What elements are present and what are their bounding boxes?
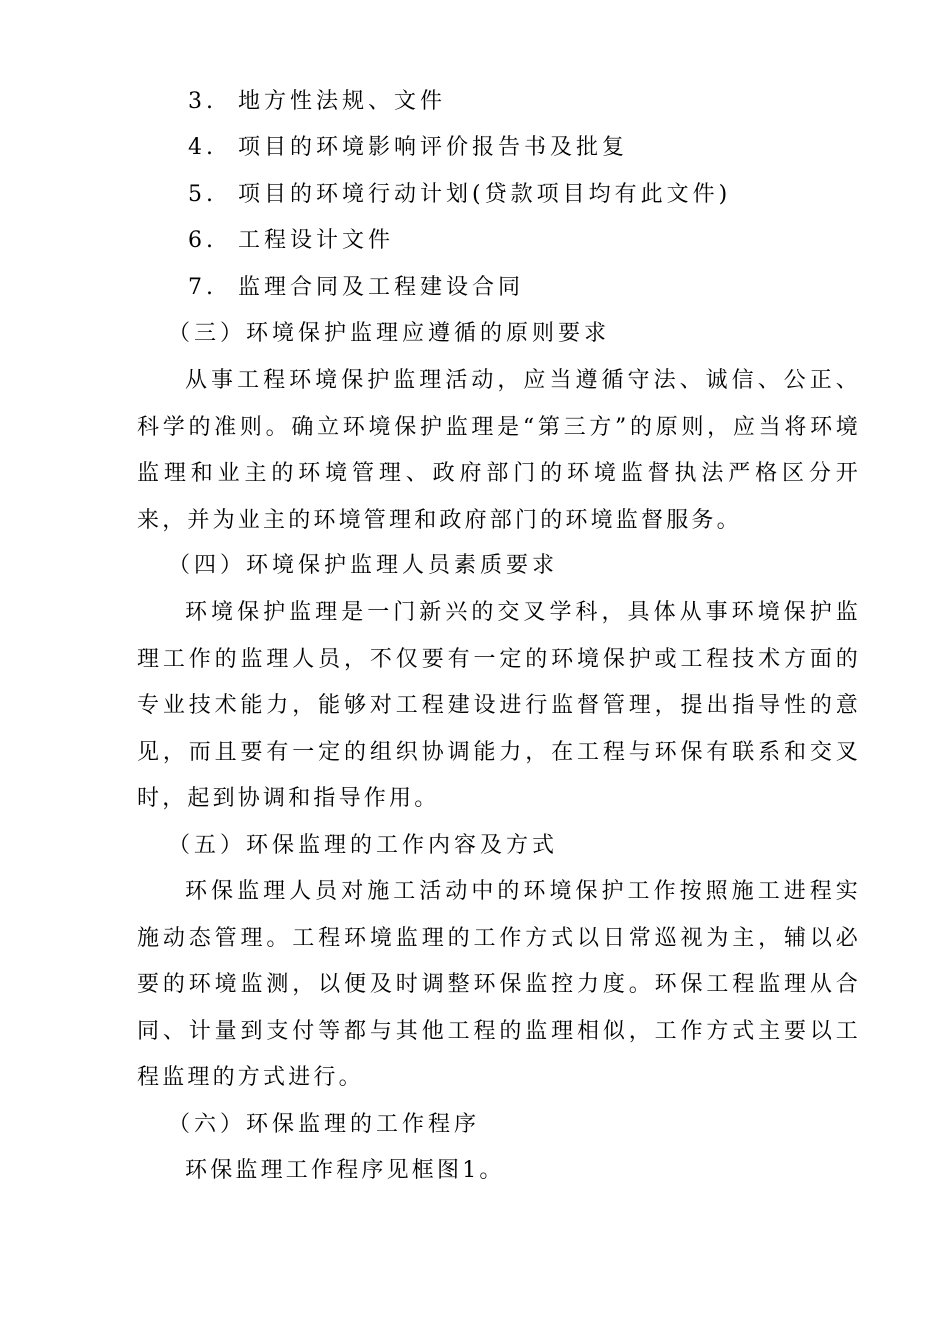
list-item-text: 项目的环境行动计划(贷款项目均有此文件)	[238, 182, 732, 207]
list-item	[188, 87, 446, 117]
section-paragraph: 从事工程环境保护监理活动，应当遵循守法、诚信、公正、科学的准则。确立环境保护监理是“第三方”的原则，应当将环境监理和业主的环境管理、政府部门的环境监督执法严格区分开来，并为业主的环境管理和政府部门的环境监督服务。	[137, 368, 861, 533]
list-item	[188, 180, 731, 210]
section-paragraph: 环保监理人员对施工活动中的环境保护工作按照施工进程实施动态管理。工程环境监理的工作方式以日常巡视为主，辅以必要的环境监测，以便及时调整环保监控力度。环保工程监理从合同、计量到支付等都与其他工程的监理相似，工作方式主要以工程监理的方式进行。	[137, 879, 861, 1090]
list-item-text: 监理合同及工程建设合同	[238, 275, 525, 300]
list-item-number: 5.	[188, 182, 217, 207]
list-item-text: 地方性法规、文件	[238, 89, 447, 114]
list-item	[188, 133, 628, 163]
section-heading: （四）环境保护监理人员素质要求	[168, 553, 559, 578]
section-paragraph: 环保监理工作程序见框图1。	[185, 1158, 505, 1183]
section-paragraph: 环境保护监理是一门新兴的交叉学科，具体从事环境保护监理工作的监理人员，不仅要有一定的环境保护或工程技术方面的专业技术能力，能够对工程建设进行监督管理，提出指导性的意见，而且要有一定的组织协调能力，在工程与环保有联系和交叉时，起到协调和指导作用。	[137, 600, 861, 811]
list-item-number: 3.	[188, 89, 217, 114]
section-heading: （三）环境保护监理应遵循的原则要求	[168, 321, 611, 346]
list-item-number: 7.	[188, 275, 217, 300]
list-item	[188, 273, 524, 303]
list-item-number: 4.	[188, 135, 217, 160]
section-heading: （六）环保监理的工作程序	[168, 1112, 481, 1137]
list-item	[188, 226, 394, 256]
list-item-number: 6.	[188, 228, 217, 253]
list-item-text: 工程设计文件	[238, 228, 395, 253]
list-item-text: 项目的环境影响评价报告书及批复	[238, 135, 629, 160]
section-heading: （五）环保监理的工作内容及方式	[168, 833, 559, 858]
